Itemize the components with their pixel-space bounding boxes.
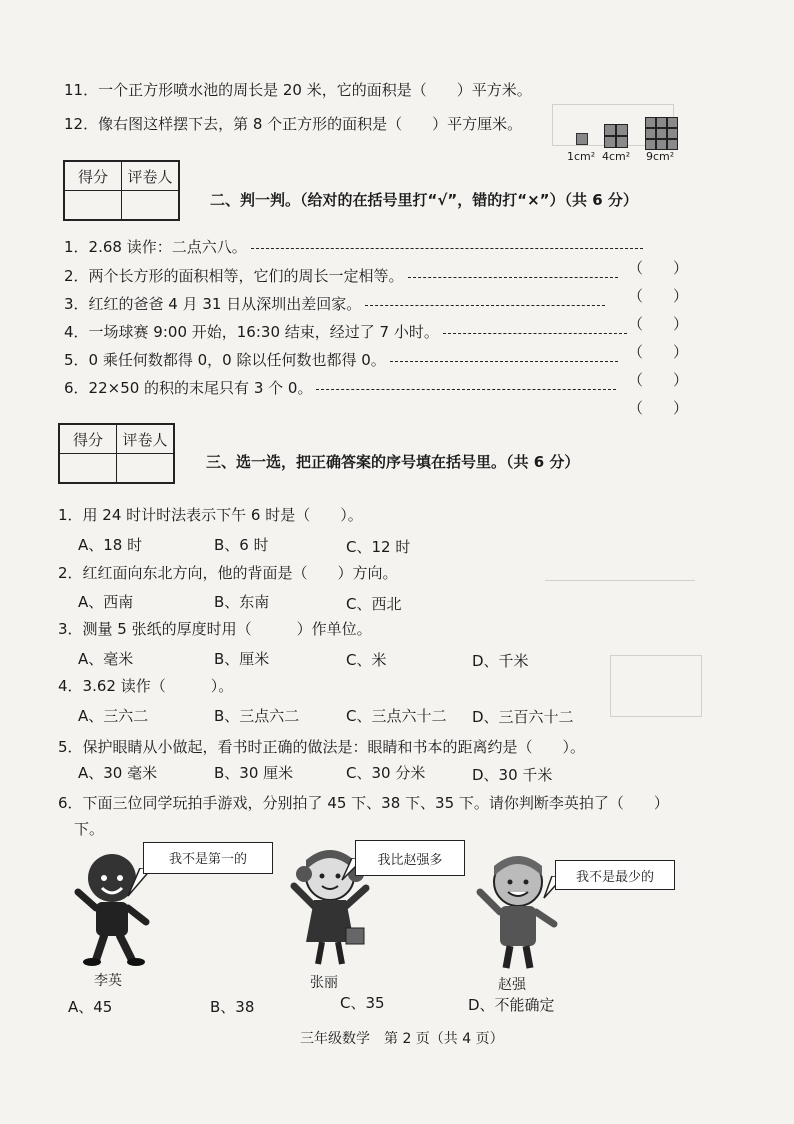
score-cell[interactable] (60, 454, 117, 483)
tf-answer-6[interactable]: （ ） (628, 399, 689, 417)
grader-label: 评卷人 (122, 162, 179, 191)
mc-1-option-b[interactable]: B、6 时 (214, 536, 269, 554)
tf-item-5: 5．0 乘任何数都得 0，0 除以任何数也都得 0。 (64, 350, 622, 370)
mc-question-3: 3．测量 5 张纸的厚度时用（ ）作单位。 (58, 620, 372, 638)
kid-name-zhaoqiang: 赵强 (498, 977, 526, 993)
grid-cell (645, 139, 656, 150)
mc-question-5: 5．保护眼睛从小做起，看书时正确的做法是：眼睛和书本的距离约是（ ）。 (58, 738, 586, 756)
tf-answer-2[interactable]: （ ） (628, 287, 689, 305)
mc-question-4: 4．3.62 读作（ ）。 (58, 677, 234, 695)
speech-bubble-zhangli: 我比赵强多 (355, 840, 465, 876)
mc-5-option-b[interactable]: B、30 厘米 (214, 764, 294, 782)
mc-question-6: 6．下面三位同学玩拍手游戏，分别拍了 45 下、38 下、35 下。请你判断李英拍了（ ） (58, 794, 669, 812)
bleed-through-text (545, 560, 695, 581)
score-label: 得分 (60, 425, 117, 454)
section-2-title: 二、判一判。（给对的在括号里打“√”，错的打“×”）（共 6 分） (210, 191, 638, 209)
grid-cell (656, 117, 667, 128)
tf-item-1: 1．2.68 读作：二点六八。 (64, 237, 647, 257)
mc-2-option-c[interactable]: C、西北 (346, 595, 402, 613)
speech-bubble-zhaoqiang: 我不是最少的 (555, 860, 675, 890)
score-cell[interactable] (65, 191, 122, 220)
mc-6-option-c[interactable]: C、35 (340, 994, 385, 1012)
unit-label-4: 4cm² (602, 150, 631, 163)
page-footer: 三年级数学 第 2 页（共 4 页） (300, 1031, 504, 1047)
grid-cell (656, 128, 667, 139)
grid-cell (667, 139, 678, 150)
mc-5-option-c[interactable]: C、30 分米 (346, 764, 426, 782)
section-3-title: 三、选一选，把正确答案的序号填在括号里。（共 6 分） (206, 453, 580, 471)
score-box-section-2 (63, 160, 180, 221)
mc-1-option-c[interactable]: C、12 时 (346, 538, 411, 556)
bleed-through-text (610, 655, 702, 717)
mc-4-option-a[interactable]: A、三六二 (78, 707, 149, 725)
mc-question-6-cont: 下。 (74, 820, 105, 838)
speech-bubble-liying: 我不是第一的 (143, 842, 273, 874)
grid-cell (645, 117, 656, 128)
unit-label-1: 1cm² (567, 150, 596, 163)
grader-cell[interactable] (117, 454, 174, 483)
grid-cell (656, 139, 667, 150)
mc-question-1: 1．用 24 时计时法表示下午 6 时是（ ）。 (58, 506, 363, 524)
tf-answer-4[interactable]: （ ） (628, 343, 689, 361)
square-4cm (604, 124, 628, 148)
square-1cm (576, 133, 588, 145)
mc-2-option-b[interactable]: B、东南 (214, 593, 270, 611)
mc-6-option-d[interactable]: D、不能确定 (468, 996, 555, 1014)
question-12: 12．像右图这样摆下去，第 8 个正方形的面积是（ ）平方厘米。 (64, 115, 523, 133)
mc-6-option-b[interactable]: B、38 (210, 998, 255, 1016)
mc-5-option-d[interactable]: D、30 千米 (472, 766, 553, 784)
mc-3-option-d[interactable]: D、千米 (472, 652, 529, 670)
grid-cell (667, 117, 678, 128)
mc-3-option-c[interactable]: C、米 (346, 651, 387, 669)
mc-4-option-c[interactable]: C、三点六十二 (346, 707, 447, 725)
mc-4-option-b[interactable]: B、三点六二 (214, 707, 300, 725)
square-9cm (645, 117, 678, 150)
kid-zhaoqiang-illustration (472, 848, 562, 974)
mc-5-option-a[interactable]: A、30 毫米 (78, 764, 158, 782)
tf-item-6: 6．22×50 的积的末尾只有 3 个 0。 (64, 378, 620, 398)
mc-6-option-a[interactable]: A、45 (68, 998, 113, 1016)
grid-cell (667, 128, 678, 139)
grader-cell[interactable] (122, 191, 179, 220)
score-box-section-3 (58, 423, 175, 484)
unit-label-9: 9cm² (646, 150, 675, 163)
mc-4-option-d[interactable]: D、三百六十二 (472, 708, 574, 726)
kid-name-liying: 李英 (94, 973, 122, 989)
tf-item-3: 3．红红的爸爸 4 月 31 日从深圳出差回家。 (64, 294, 609, 314)
score-label: 得分 (65, 162, 122, 191)
grid-cell (616, 136, 628, 148)
grid-cell (616, 124, 628, 136)
mc-2-option-a[interactable]: A、西南 (78, 593, 134, 611)
grader-label: 评卷人 (117, 425, 174, 454)
kid-name-zhangli: 张丽 (310, 975, 338, 991)
mc-question-2: 2．红红面向东北方向，他的背面是（ ）方向。 (58, 564, 398, 582)
grid-cell (604, 136, 616, 148)
grid-cell (604, 124, 616, 136)
mc-1-option-a[interactable]: A、18 时 (78, 536, 143, 554)
tf-item-2: 2．两个长方形的面积相等，它们的周长一定相等。 (64, 266, 622, 286)
tf-answer-5[interactable]: （ ） (628, 371, 689, 389)
tf-item-4: 4．一场球赛 9:00 开始，16:30 结束，经过了 7 小时。 (64, 322, 631, 342)
mc-3-option-a[interactable]: A、毫米 (78, 650, 134, 668)
mc-3-option-b[interactable]: B、厘米 (214, 650, 270, 668)
tf-answer-1[interactable]: （ ） (628, 259, 689, 277)
tf-answer-3[interactable]: （ ） (628, 315, 689, 333)
grid-cell (645, 128, 656, 139)
question-11: 11．一个正方形喷水池的周长是 20 米，它的面积是（ ）平方米。 (64, 81, 532, 99)
